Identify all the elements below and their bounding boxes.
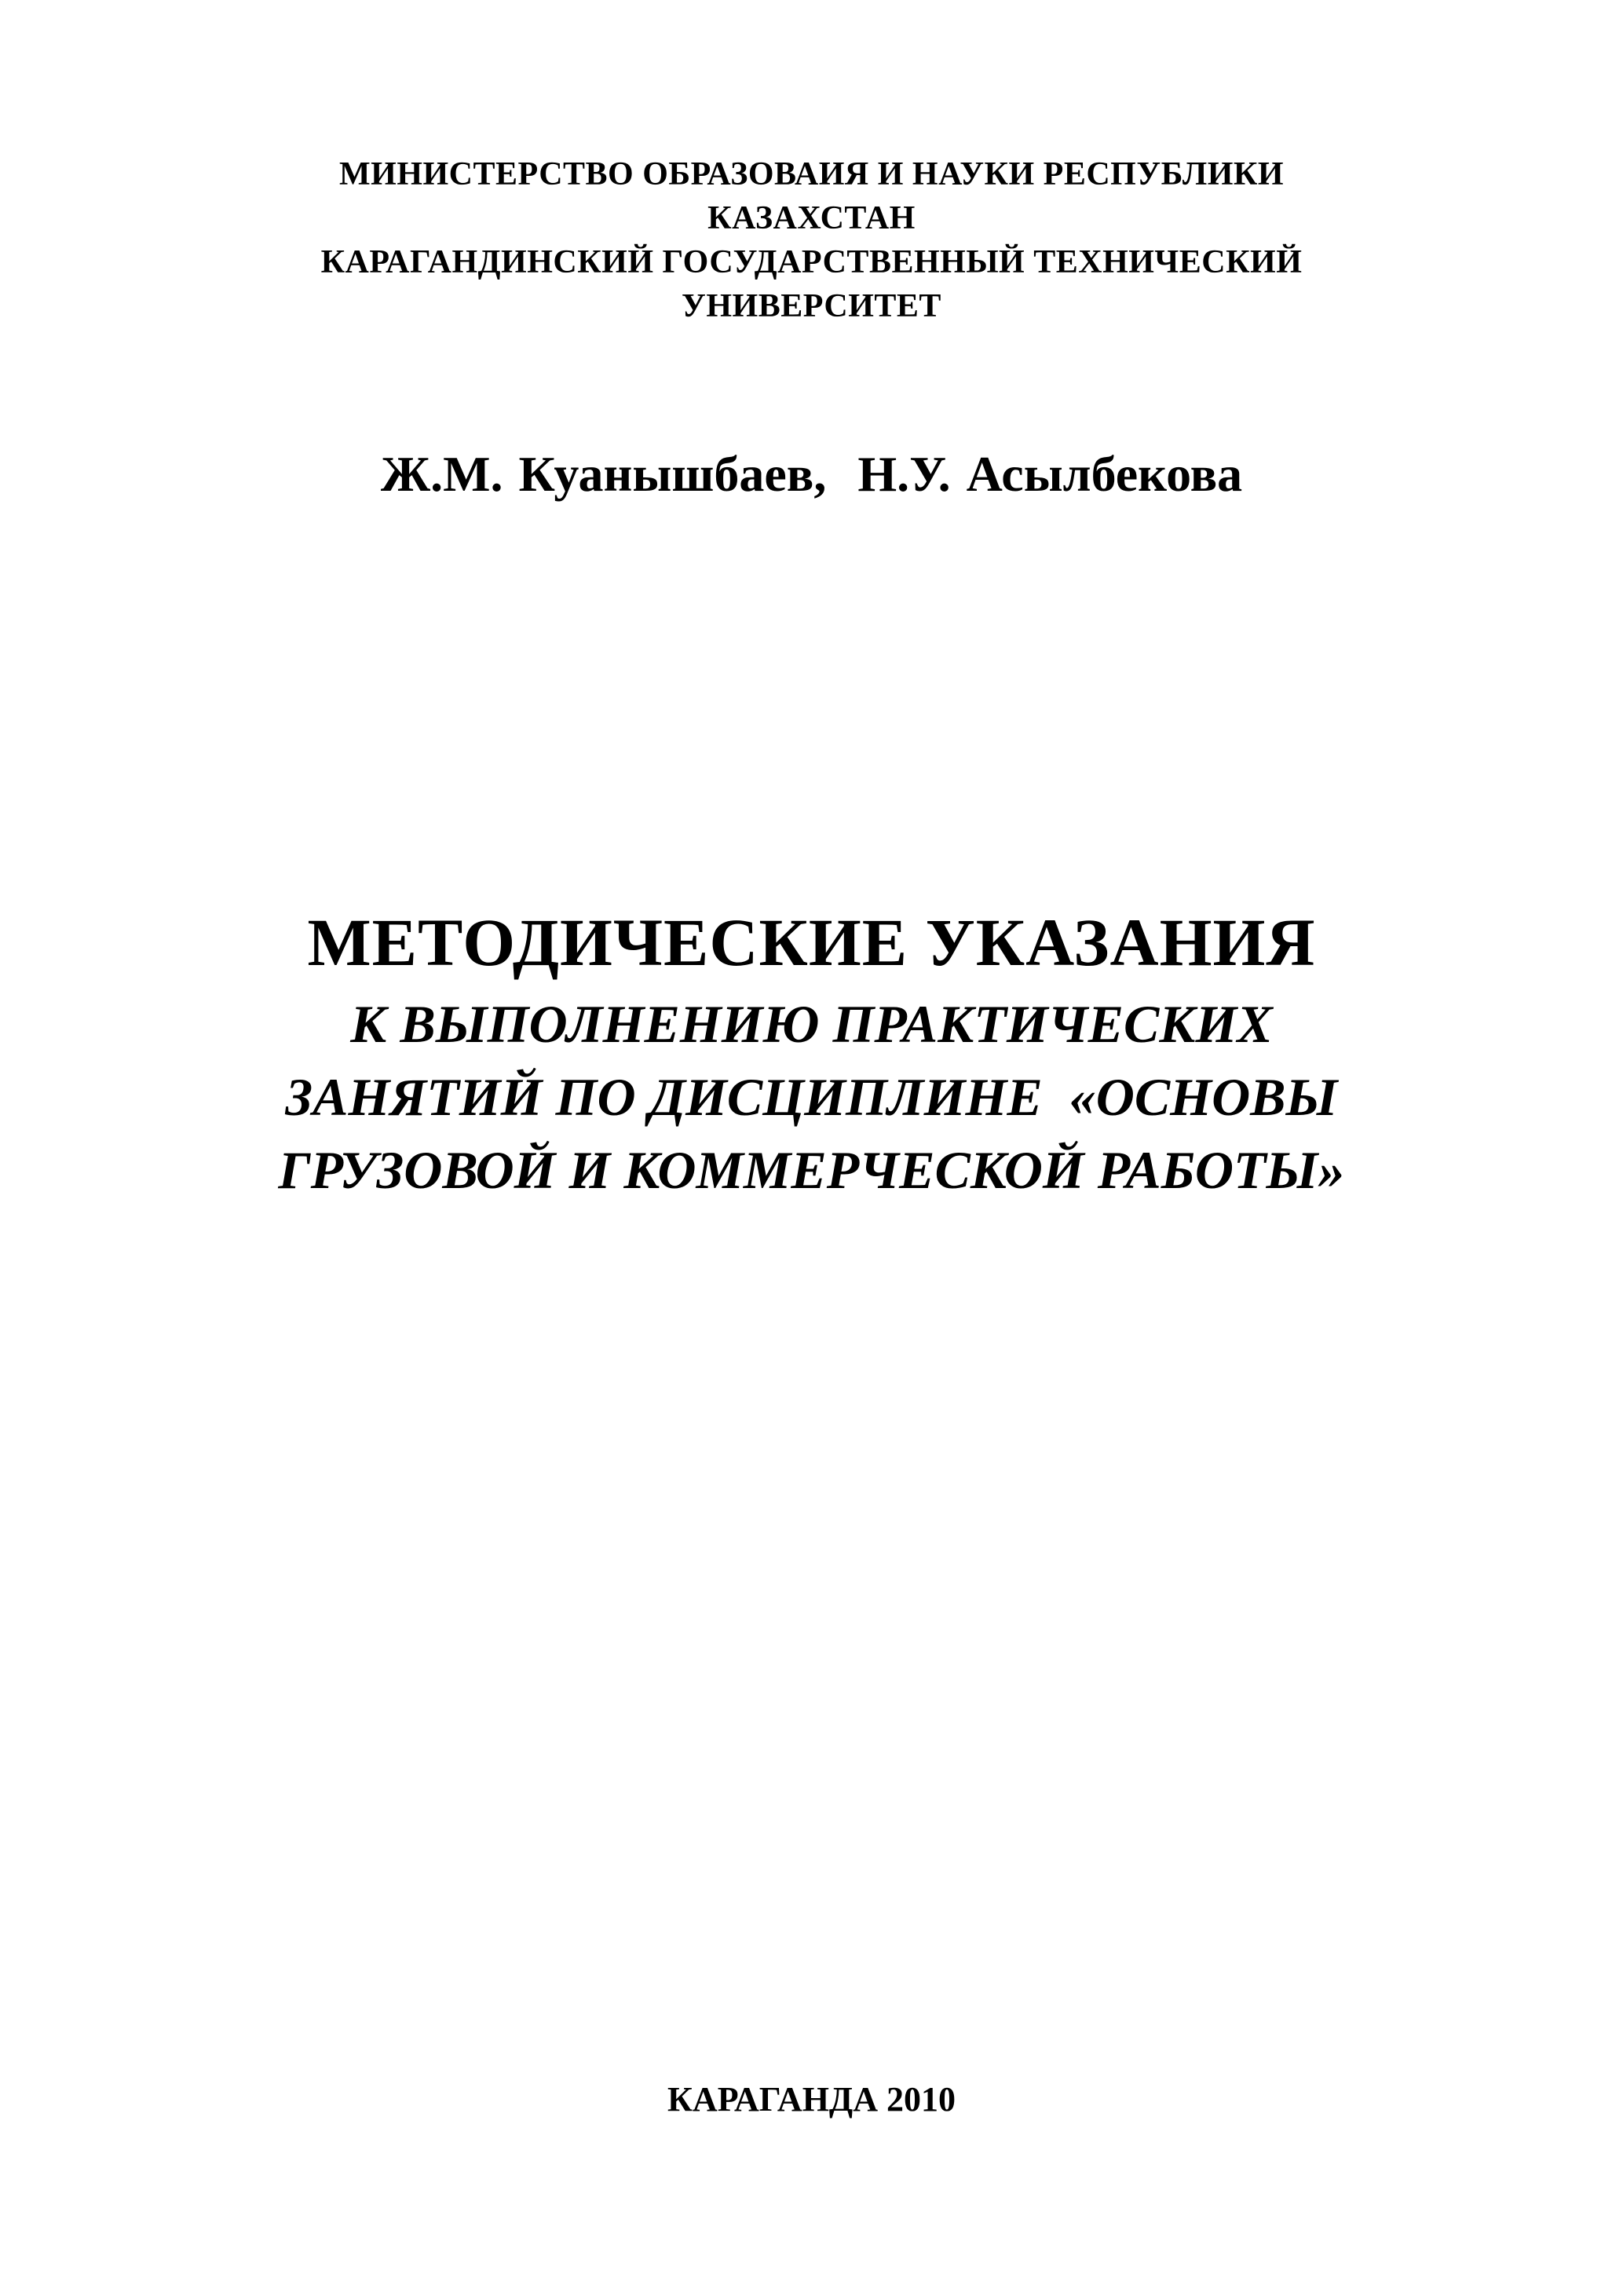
document-title: МЕТОДИЧЕСКИЕ УКАЗАНИЯ <box>307 905 1316 980</box>
authors: Ж.М. Куанышбаев, Н.У. Асылбекова <box>380 446 1243 502</box>
ministry-line-1: МИНИСТЕРСТВО ОБРАЗОВАИЯ И НАУКИ РЕСПУБЛИКИ <box>339 156 1284 192</box>
ministry-line-2: КАЗАХСТАН <box>707 200 916 236</box>
document-subtitle-line-3: ГРУЗОВОЙ И КОММЕРЧЕСКОЙ РАБОТЫ» <box>278 1140 1345 1200</box>
university-line-2: УНИВЕРСИТЕТ <box>682 288 941 324</box>
document-subtitle-line-1: К ВЫПОЛНЕНИЮ ПРАКТИЧЕСКИХ <box>350 994 1273 1054</box>
document-subtitle-line-2: ЗАНЯТИЙ ПО ДИСЦИПЛИНЕ «ОСНОВЫ <box>285 1067 1338 1127</box>
university-line-1: КАРАГАНДИНСКИЙ ГОСУДАРСТВЕННЫЙ ТЕХНИЧЕСКИЙ <box>320 244 1303 280</box>
city-year: КАРАГАНДА 2010 <box>667 2080 956 2119</box>
